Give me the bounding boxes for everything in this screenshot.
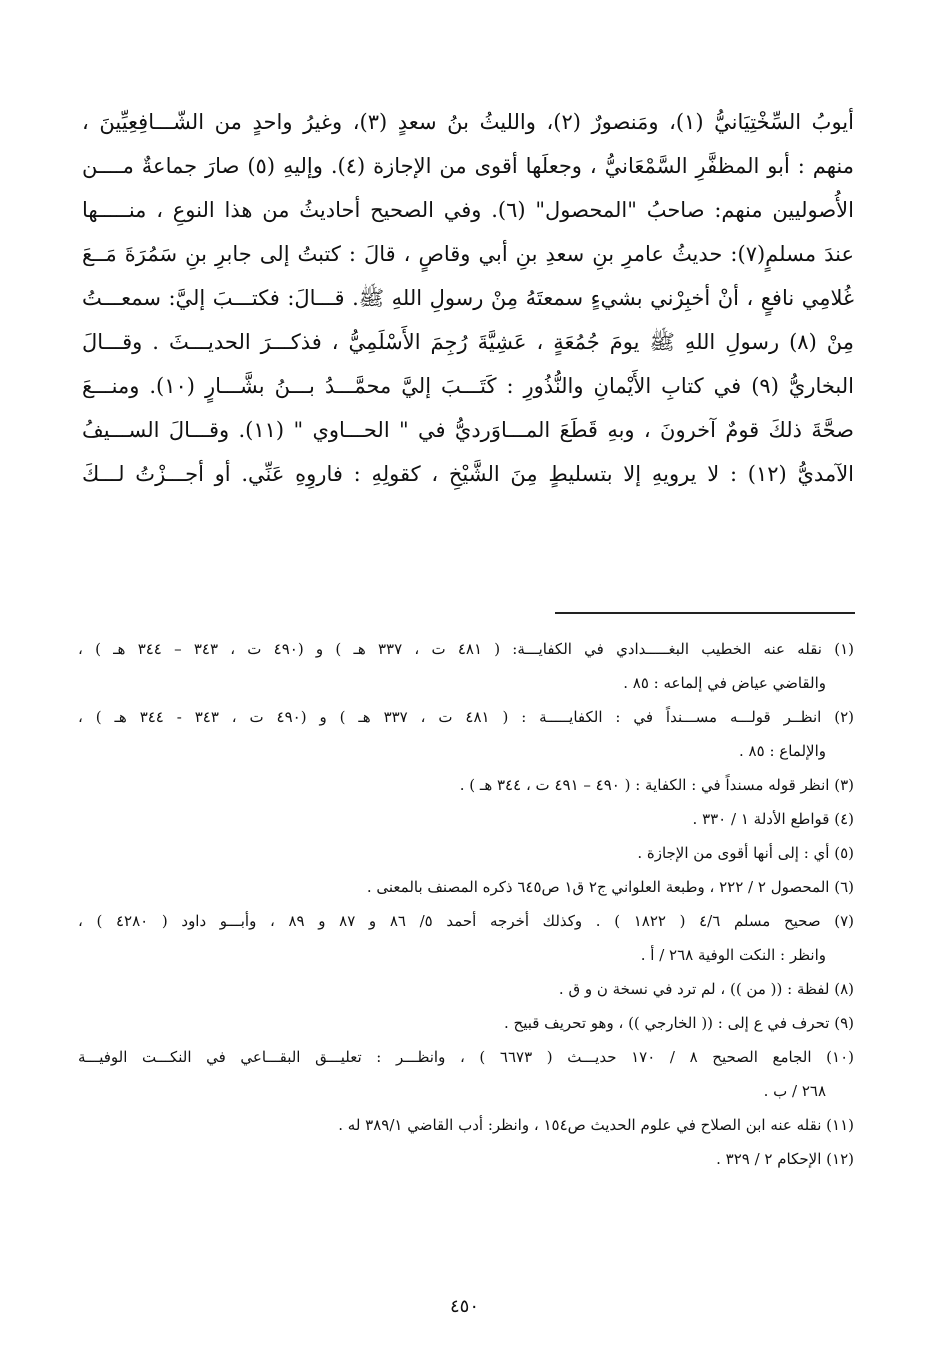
footnote-line: (١) نقله عنه الخطيب البغـــــدادي في الكفايـــة: ( ٤٨١ ت ، ٣٣٧ هـ ) و (٤٩٠ ت ، ٣٤٣ – ٣٤٤ هـ ) ، (78, 640, 854, 658)
footnote-line: (٤) قواطع الأدلة ١ / ٣٣٠ . (692, 810, 854, 828)
text-line: غُلامِي نافعٍ ، أنْ أخبِرْني بشيءٍ سمعتَهُ مِنْ رسولِ اللهِ ﷺ. قـــالَ: فكتـــبَ إليَّ: سمعـــتُ (82, 286, 854, 310)
footnote-line: والإلماع : ٨٥ . (739, 742, 826, 760)
footnote-line: (١١) نقله عنه ابن الصلاح في علوم الحديث ص١٥٤ ، وانظر: أدب القاضي ٣٨٩/١ له . (338, 1116, 854, 1134)
footnote-9 (78, 1006, 854, 1040)
text-line: منهم : أبو المظفَّرِ السَّمْعَانيُّ ، وجعلَها أقوى من الإجازة (٤). وإليهِ (٥) صارَ جماعةٌ مــــن (82, 154, 854, 178)
text-line: الأُصوليين منهم: صاحبُ "المحصول" (٦). وفي الصحيح أحاديثُ من هذا النوعِ ، منـــــها (82, 198, 854, 222)
footnote-line: وانظر : النكت الوفية ٢٦٨ / أ . (640, 946, 826, 964)
footnotes (78, 632, 854, 1176)
footnote-line: (٥) أي : إلى أنها أقوى من الإجازة . (637, 844, 854, 862)
footnote-3 (78, 768, 854, 802)
footnote-11 (78, 1108, 854, 1142)
main-text (82, 100, 854, 496)
footnote-5 (78, 836, 854, 870)
footnote-1 (78, 632, 854, 700)
footnote-line: (٧) صحيح مسلم ٤/٦ ( ١٨٢٢ ) . وكذلك أخرجه أحمد ٥/ ٨٦ و ٨٧ و ٨٩ ، وأبـــو داود ( ٤٢٨٠ ) ، (78, 912, 854, 930)
text-line: البخاريُّ (٩) في كتابِ الأَيْمانِ والنُّذُورِ : كَتَـــبَ إليَّ محمَّـــدُ بـــنُ بشَّـــارٍ (١٠). ومنـــعَ (82, 374, 854, 398)
footnote-line: (٩) تحرف في ع إلى : (( الخارجي )) ، وهو تحريف قبيح . (503, 1014, 854, 1032)
footnote-4 (78, 802, 854, 836)
text-line: مِنْ (٨) رسولِ اللهِ ﷺ يومَ جُمُعَةٍ ، عَشِيَّةَ رُجِمَ الأَسْلَمِيُّ ، فذكـــرَ الحديـــثَ . وقـــالَ (82, 330, 854, 354)
footnote-2 (78, 700, 854, 768)
footnote-line: (١٢) الإحكام ٢ / ٣٢٩ . (716, 1150, 854, 1168)
text-line: عندَ مسلمٍ(٧): حديثُ عامرِ بنِ سعدِ بنِ أبي وقاصٍ ، قالَ : كتبتُ إلى جابرِ بنِ سَمُرَةَ مَــعَ (82, 242, 854, 266)
footnote-line: (٦) المحصول ٢ / ٢٢٢ ، وطبعة العلواني ج٢ ق١ ص٦٤٥ ذكره المصنف بالمعنى . (366, 878, 854, 896)
footnote-line: (٨) لفظة : (( من )) ، لم ترد في نسخة ن و ق . (558, 980, 854, 998)
footnote-separator (555, 612, 855, 614)
text-line: أيوبُ السِّخْتِيَانيُّ (١)، ومَنصورٌ (٢)، والليثُ بنُ سعدٍ (٣)، وغيرُ واحدٍ من الشّـــافِعِيِّينَ ، (82, 110, 854, 134)
text-line: صحَّةَ ذلكَ قومٌ آخرونَ ، وبهِ قَطَعَ المـــاوَرديُّ في " الحـــاوي " (١١). وقـــالَ الســـيفُ (82, 418, 854, 442)
text-line: الآمديُّ (١٢) : لا يرويهِ إلا بتسليطٍ مِنَ الشَّيْخِ ، كقولِهِ : فاروِهِ عَنِّي. أو أجـــزْتُ لـــكَ (82, 462, 854, 486)
footnote-line: (٣) انظر قوله مسنداً في : الكفاية : ( ٤٩٠ – ٤٩١ ت ، ٣٤٤ هـ ) . (459, 776, 854, 794)
footnote-line: ٢٦٨ / ب . (763, 1082, 826, 1100)
footnote-line: (١٠) الجامع الصحيح ٨ / ١٧٠ حديـــث ( ٦٦٧٣ ) ، وانظـــر : تعليـــق البقـــاعي في النكـــت الوفيـــة (78, 1048, 854, 1066)
footnote-8 (78, 972, 854, 1006)
footnote-12 (78, 1142, 854, 1176)
footnote-10 (78, 1040, 854, 1108)
footnote-6 (78, 870, 854, 904)
footnote-line: والقاضي عياض في إلماعه : ٨٥ . (623, 674, 826, 692)
page-number: ٤٥٠ (449, 1296, 479, 1317)
footnote-7 (78, 904, 854, 972)
footnote-line: (٢) انظــر قولـــه مســـنداً في : الكفايـــــة : ( ٤٨١ ت ، ٣٣٧ هـ ) و (٤٩٠ ت ، ٣٤٣ - ٣٤٤ هـ ) ، (78, 708, 854, 726)
